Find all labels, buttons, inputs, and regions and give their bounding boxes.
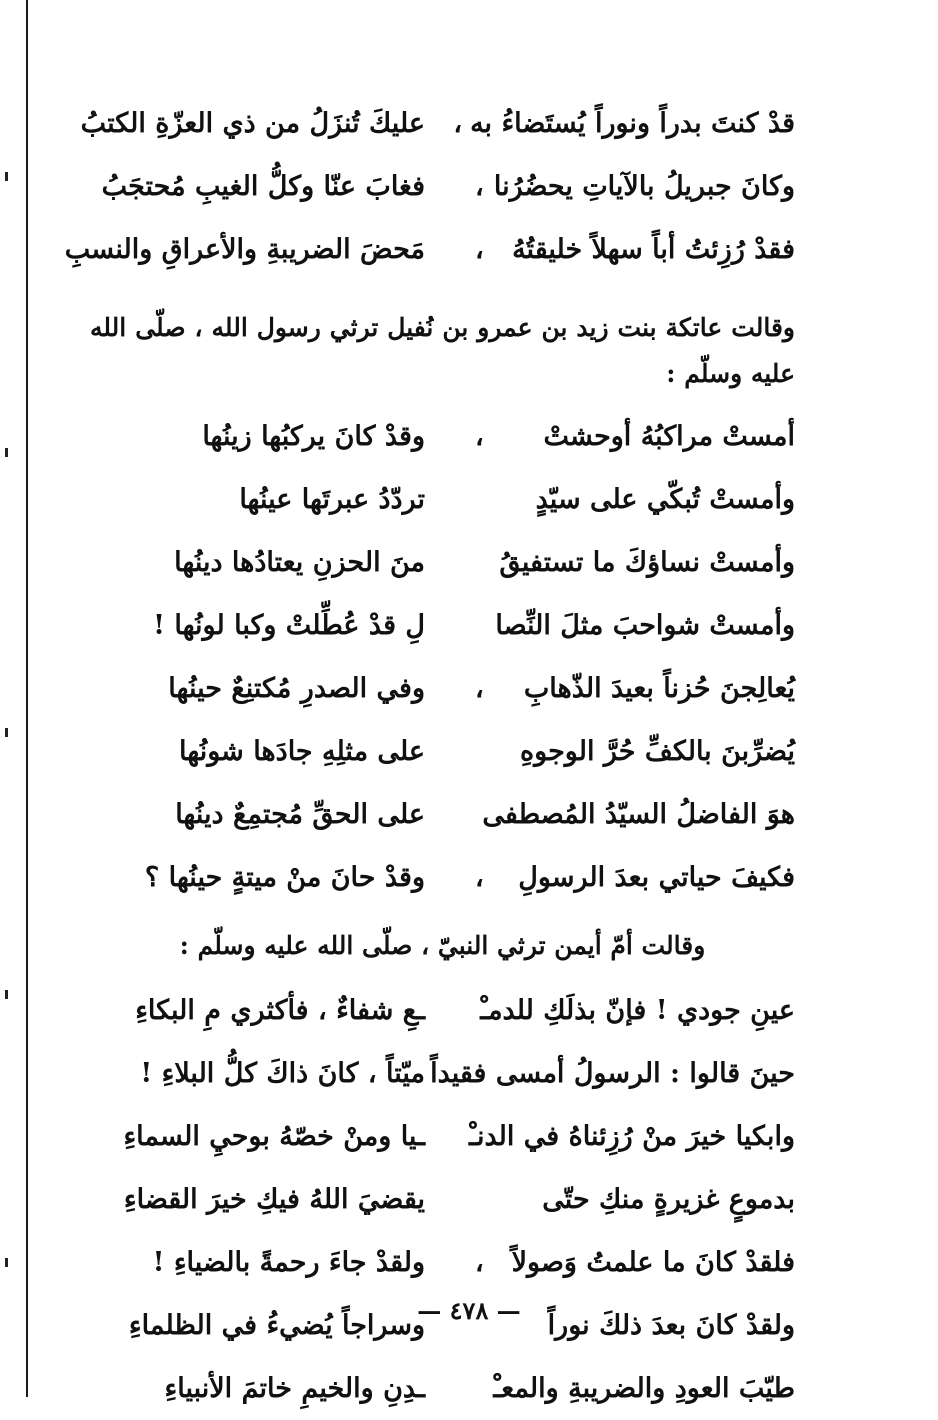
- first-hemistich: [475, 234, 795, 265]
- verse-line: [64, 218, 795, 281]
- verse-line: [90, 1042, 795, 1105]
- hemistich-text: حينَ قالوا : الرسولُ أمسى فقيداً: [430, 1058, 795, 1089]
- verse-line: [90, 405, 795, 468]
- first-hemistich: [469, 1121, 795, 1152]
- verse-line: [80, 92, 795, 155]
- hemistich-text: أمستْ مراكبُهُ أوحشتْ: [543, 421, 795, 452]
- hemistich-text: وأمستْ شواحبَ مثلَ النِّصا: [495, 610, 795, 641]
- hemistich-text: على الحقِّ مُجتمِعٌ دينُها: [175, 799, 425, 830]
- poem-2: [90, 405, 795, 909]
- hemistich-text: وسراجاً يُضيءُ في الظلماءِ: [128, 1310, 425, 1341]
- hemistich-separator: ،: [475, 421, 484, 452]
- first-hemistich: [475, 421, 795, 452]
- page-edge-line: [26, 0, 28, 1397]
- first-hemistich: [475, 799, 795, 830]
- first-hemistich: [453, 108, 795, 139]
- verse-line: [90, 155, 795, 218]
- hemistich-text: ـيا ومنْ خصّهُ بوحيِ السماءِ: [123, 1121, 425, 1152]
- second-hemistich: [90, 610, 425, 641]
- hemistich-text: فكيفَ حياتي بعدَ الرسولِ: [518, 862, 795, 893]
- second-hemistich: [90, 673, 425, 704]
- hemistich-separator: ،: [475, 171, 484, 202]
- hemistich-text: وأمستْ نساؤكَ ما تستفيقُ: [499, 547, 795, 578]
- second-hemistich: [90, 1247, 425, 1278]
- hemistich-text: طيّبَ العودِ والضريبةِ والمعـْ: [493, 1373, 795, 1404]
- hemistich-text: ميّتاً ، كانَ ذاكَ كلُّ البلاءِ !: [140, 1058, 425, 1089]
- edge-mark: [5, 1258, 8, 1267]
- second-hemistich: [90, 171, 425, 202]
- hemistich-text: وقدْ كانَ يركبُها زينُها: [202, 421, 425, 452]
- second-hemistich: [90, 547, 425, 578]
- page-content: [64, 92, 795, 1420]
- second-hemistich: [90, 1058, 425, 1089]
- edge-mark: [5, 990, 8, 999]
- first-hemistich: [475, 862, 795, 893]
- hemistich-text: عينِ جودي ! فإنّ بذلَكِ للدمـْ: [480, 995, 795, 1026]
- hemistich-text: على مثلِهِ جادَها شونُها: [179, 736, 425, 767]
- hemistich-text: وابكيا خيرَ منْ رُزِئناهُ في الدنـْ: [469, 1121, 795, 1152]
- poem-introduction: وقالت أمّ أيمن ترثي النبيّ ، صلّى الله عليه وسلّم :: [179, 931, 706, 960]
- hemistich-text: مَحضَ الضريبةِ والأعراقِ والنسبِ: [64, 234, 425, 265]
- verse-line: [90, 1357, 795, 1420]
- first-hemistich: [475, 995, 795, 1026]
- second-hemistich: [64, 234, 425, 265]
- hemistich-separator: ،: [453, 108, 463, 139]
- second-hemistich: [90, 1121, 425, 1152]
- hemistich-text: قدْ كنتَ بدراً ونوراً يُستَضاءُ به: [470, 108, 795, 139]
- hemistich-text: بدموعٍ غزيرةٍ منكِ حتّى: [542, 1184, 795, 1215]
- edge-mark: [5, 728, 8, 737]
- verse-line: [90, 783, 795, 846]
- verse-line: [90, 1231, 795, 1294]
- first-hemistich: [475, 171, 795, 202]
- hemistich-text: وفي الصدرِ مُكتنِعٌ حينُها: [168, 673, 425, 704]
- second-hemistich: [90, 995, 425, 1026]
- hemistich-text: ولقدْ كانَ بعدَ ذلكَ نوراً: [547, 1310, 795, 1341]
- hemistich-text: يُعالِجنَ حُزناً بعيدَ الذّهابِ: [523, 673, 795, 704]
- first-hemistich: [475, 736, 795, 767]
- hemistich-text: فلقدْ كانَ ما علمتُ وَصولاً: [511, 1247, 795, 1278]
- hemistich-separator: ،: [475, 234, 484, 265]
- second-hemistich: [80, 108, 425, 139]
- hemistich-text: فقدْ رُزِئتُ أباً سهلاً خليقتُهُ: [512, 234, 795, 265]
- hemistich-separator: ،: [475, 1247, 484, 1278]
- hemistich-text: منَ الحزنِ يعتادُها دينُها: [174, 547, 425, 578]
- poem-3: [90, 979, 795, 1420]
- second-hemistich: [90, 736, 425, 767]
- edge-mark: [5, 172, 8, 181]
- poem-1: [64, 92, 795, 281]
- hemistich-text: تردّدُ عبرتَها عينُها: [239, 484, 425, 515]
- hemistich-separator: ،: [475, 673, 484, 704]
- second-hemistich: [90, 862, 425, 893]
- hemistich-text: وقدْ حانَ منْ ميتةٍ حينُها ؟: [144, 862, 425, 893]
- hemistich-separator: ،: [475, 862, 484, 893]
- hemistich-text: لِ قدْ عُطِّلتْ وكبا لونُها !: [153, 610, 425, 641]
- first-hemistich: [475, 1247, 795, 1278]
- first-hemistich: [430, 1058, 795, 1089]
- verse-line: [90, 720, 795, 783]
- verse-line: [90, 594, 795, 657]
- verse-line: [90, 1168, 795, 1231]
- first-hemistich: [475, 484, 795, 515]
- hemistich-text: عليكَ تُنزَلُ من ذي العزّةِ الكتبُ: [80, 108, 425, 139]
- first-hemistich: [475, 610, 795, 641]
- hemistich-text: ـدِنِ والخيمِ خاتمَ الأنبياءِ: [164, 1373, 425, 1404]
- hemistich-text: وكانَ جبريلُ بالآياتِ يحضُرُنا: [493, 171, 795, 202]
- second-hemistich: [90, 1373, 425, 1404]
- verse-line: [90, 979, 795, 1042]
- verse-line: [90, 531, 795, 594]
- hemistich-text: هوَ الفاضلُ السيّدُ المُصطفى: [482, 799, 795, 830]
- edge-mark: [5, 448, 8, 457]
- hemistich-text: فغابَ عنّا وكلُّ الغيبِ مُحتجَبُ: [101, 171, 425, 202]
- second-hemistich: [90, 421, 425, 452]
- first-hemistich: [475, 547, 795, 578]
- second-hemistich: [90, 1184, 425, 1215]
- hemistich-text: وأمستْ تُبكّي على سيّدٍ: [535, 484, 795, 515]
- first-hemistich: [475, 1184, 795, 1215]
- verse-line: [90, 657, 795, 720]
- second-hemistich: [90, 484, 425, 515]
- verse-line: [90, 468, 795, 531]
- verse-line: [90, 1105, 795, 1168]
- poem-introduction: وقالت عاتكة بنت زيد بن عمرو بن نُفيل ترثي رسول الله ، صلّى الله عليه وسلّم :: [90, 313, 795, 388]
- page-number: — ٤٧٨ —: [417, 1296, 521, 1325]
- first-hemistich: [475, 1373, 795, 1404]
- hemistich-text: يقضيَ اللهُ فيكِ خيرَ القضاءِ: [123, 1184, 425, 1215]
- second-hemistich: [90, 799, 425, 830]
- hemistich-text: ـعِ شفاءٌ ، فأكثري مِ البكاءِ: [135, 995, 425, 1026]
- hemistich-text: ولقدْ جاءَ رحمةً بالضياءِ !: [152, 1247, 425, 1278]
- hemistich-text: يُضرِّبنَ بالكفِّ حُرَّ الوجوهِ: [520, 736, 795, 767]
- verse-line: [90, 846, 795, 909]
- first-hemistich: [475, 673, 795, 704]
